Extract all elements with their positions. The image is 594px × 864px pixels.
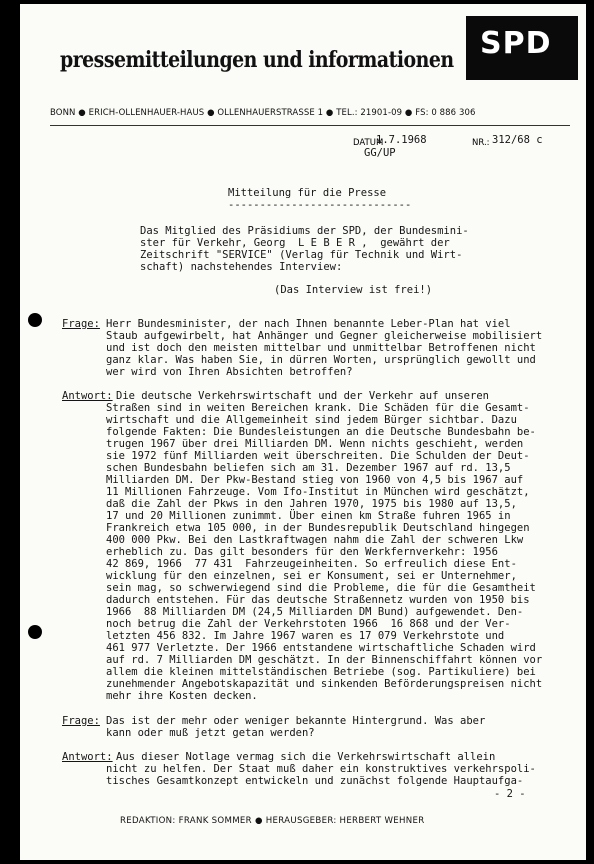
intro-line: ster für Verkehr, Georg L E B E R , gewährt der [140, 237, 450, 249]
text-line: zunehmender Angebotskapazität und sinkenden Beförderungspreisen nicht [106, 678, 543, 690]
text-line: wer wird von Ihren Absichten betroffen? [106, 366, 353, 378]
text-line: trugen 1967 über drei Milliarden DM. Wenn nichts geschieht, werden [106, 438, 524, 450]
text-line: erheblich zu. Das gilt besonders für den Werkfernverkehr: 1956 [106, 546, 498, 558]
text-line: auf rd. 7 Milliarden DM geschätzt. In der Binnenschiffahrt können vor [106, 654, 543, 666]
text-line: Frankreich etwa 105 000, in der Bundesrepublik Deutschland hingegen [106, 522, 530, 534]
text-line: letzten 456 832. Im Jahre 1967 waren es 17 079 Verkehrstote und [106, 630, 505, 642]
release-number: 312/68 c [492, 134, 543, 146]
spd-logo [466, 16, 578, 80]
date-value: 1.7.1968 [376, 134, 427, 146]
text-line: Staub aufgewirbelt, hat Anhänger und Gegner gleicherweise mobilisiert [106, 330, 543, 342]
header-divider [50, 125, 570, 126]
text-line: 400 000 Pkw. Bei den Lastkraftwagen nahm die Zahl der schweren Lkw [106, 534, 524, 546]
text-line: 1966 88 Milliarden DM (24,5 Milliarden DM Bund) aufgewendet. Den- [106, 606, 524, 618]
text-line: noch betrug die Zahl der Verkehrstoten 1966 16 868 und der Ver- [106, 618, 511, 630]
text-line: dadurch entstehen. Für das deutsche Straßennetz wurden von 1950 bis [106, 594, 530, 606]
masthead-title: pressemitteilungen und informationen [60, 47, 454, 73]
text-line: Die deutsche Verkehrswirtschaft und der Verkehr auf unseren [116, 390, 489, 402]
question-label: Frage: [62, 715, 100, 727]
nr-label: NR.: [472, 138, 490, 148]
text-line: 11 Millionen Fahrzeuge. Vom Ifo-Institut in München wird geschätzt, [106, 486, 530, 498]
text-line: kann oder muß jetzt getan werden? [106, 727, 315, 739]
release-note: (Das Interview ist frei!) [274, 284, 433, 296]
text-line: schen Bundesbahn beliefen sich am 31. Dezember 1967 auf rd. 13,5 [106, 462, 511, 474]
text-line: sie 1972 fünf Milliarden weit überschreiten. Die Schulden der Deut- [106, 450, 530, 462]
text-line: tisches Gesamtkonzept entwickeln und zunächst folgende Hauptaufga- [106, 775, 524, 787]
document-heading: Mitteilung für die Presse [228, 187, 387, 199]
address-line: BONN ● ERICH-OLLENHAUER-HAUS ● OLLENHAUERSTRASSE 1 ● TEL.: 21901-09 ● FS: 0 886 306 [50, 108, 476, 118]
question-label: Frage: [62, 318, 100, 330]
punch-hole [28, 313, 42, 327]
text-line: Aus dieser Notlage vermag sich die Verkehrswirtschaft allein [116, 751, 496, 763]
initials: GG/UP [364, 147, 396, 159]
text-line: folgende Fakten: Die Bundesleistungen an die Deutsche Bundesbahn be- [106, 426, 536, 438]
text-line: Straßen sind in weiten Bereichen krank. Die Schäden für die Gesamt- [106, 402, 530, 414]
text-line: 42 869, 1966 77 431 Fahrzeugeinheiten. So erfreulich diese Ent- [106, 558, 517, 570]
answer-label: Antwort: [62, 390, 113, 402]
spd-logo-text: SPD [480, 26, 552, 61]
footer-credits: REDAKTION: FRANK SOMMER ● HERAUSGEBER: HERBERT WEHNER [120, 816, 425, 826]
text-line: Das ist der mehr oder weniger bekannte Hintergrund. Was aber [106, 715, 486, 727]
text-line: 17 und 20 Millionen zunimmt. Über einen km Straße fuhren 1965 in [106, 510, 511, 522]
intro-line: schaft) nachstehendes Interview: [140, 261, 343, 273]
text-line: wicklung für den einzelnen, sei er Konsument, sei er Unternehmer, [106, 570, 517, 582]
datum-label: DATUM [353, 138, 384, 148]
page-marker: - 2 - [494, 788, 526, 800]
text-line: allem die kleinen mittelständischen Betriebe (sog. Partikuliere) bei [106, 666, 536, 678]
text-line: sein mag, so schwerwiegend sind die Probleme, die für die Gesamtheit [106, 582, 536, 594]
text-line: mehr ihre Kosten decken. [106, 690, 258, 702]
text-line: wirtschaft und die Allgemeinheit sind jedem Bürger sichtbar. Dazu [106, 414, 517, 426]
text-line: und ist doch den meisten mittelbar und unmittelbar Betroffenen nicht [106, 342, 536, 354]
heading-rule: ----------------------------- [228, 199, 412, 211]
press-release-page [20, 4, 586, 860]
text-line: 461 977 Verletzte. Der 1966 entstandene wirtschaftliche Schaden wird [106, 642, 536, 654]
text-line: Milliarden DM. Der Pkw-Bestand stieg von 1960 von 4,5 bis 1967 auf [106, 474, 524, 486]
text-line: nicht zu helfen. Der Staat muß daher ein konstruktives verkehrspoli- [106, 763, 536, 775]
answer-label: Antwort: [62, 751, 113, 763]
text-line: ganz klar. Was haben Sie, in dürren Worten, ursprünglich gewollt und [106, 354, 536, 366]
punch-hole [28, 625, 42, 639]
text-line: Herr Bundesminister, der nach Ihnen benannte Leber-Plan hat viel [106, 318, 511, 330]
intro-line: Zeitschrift "SERVICE" (Verlag für Technik und Wirt- [140, 249, 463, 261]
intro-line: Das Mitglied des Präsidiums der SPD, der Bundesmini- [140, 225, 469, 237]
text-line: daß die Zahl der Pkws in den Jahren 1970, 1975 bis 1980 auf 13,5, [106, 498, 517, 510]
